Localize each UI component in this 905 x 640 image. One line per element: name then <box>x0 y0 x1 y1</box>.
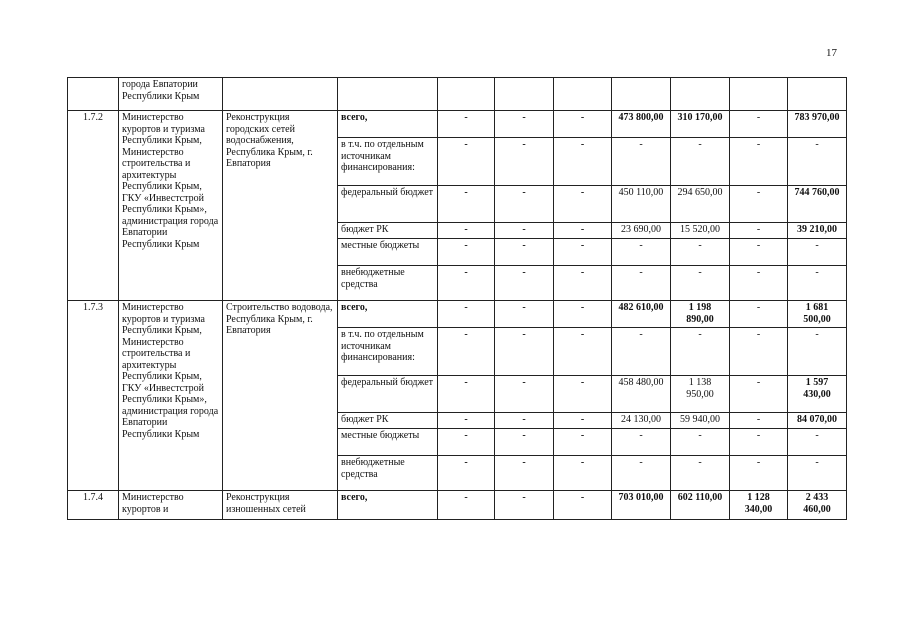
funding-source-cell: в т.ч. по отдельным источникам финансирования: <box>338 328 438 376</box>
amount-cell: - <box>495 138 554 186</box>
executor-cell: Министерство курортов и туризма Республики Крым, Министерство строительства и архитектуры Республики Крым, ГКУ «Инвестстрой Республики Крым», администрация города Евпатории Республики Крым <box>119 301 223 491</box>
amount-cell: - <box>554 429 612 456</box>
amount-cell: 23 690,00 <box>612 223 671 239</box>
table-row <box>68 111 847 138</box>
amount-cell: 1 198 890,00 <box>671 301 730 328</box>
table-row <box>68 301 847 328</box>
amount-cell: 473 800,00 <box>612 111 671 138</box>
amount-cell: 703 010,00 <box>612 491 671 520</box>
funding-source-cell: всего, <box>338 491 438 520</box>
amount-cell: - <box>671 429 730 456</box>
amount-cell: - <box>554 301 612 328</box>
amount-cell: 450 110,00 <box>612 186 671 223</box>
amount-cell: - <box>495 301 554 328</box>
amount-cell: - <box>730 301 788 328</box>
amount-cell: - <box>495 456 554 491</box>
funding-source-cell: местные бюджеты <box>338 239 438 266</box>
row-id-cell: 1.7.2 <box>68 111 119 301</box>
activity-cell: Реконструкция изношенных сетей <box>223 491 338 520</box>
amount-cell: - <box>671 328 730 376</box>
amount-cell: - <box>495 413 554 429</box>
amount-cell: 744 760,00 <box>788 186 847 223</box>
amount-cell: - <box>495 223 554 239</box>
amount-cell: - <box>438 111 495 138</box>
amount-cell: - <box>438 429 495 456</box>
amount-cell: - <box>495 491 554 520</box>
amount-cell: - <box>612 239 671 266</box>
amount-cell: - <box>495 111 554 138</box>
budget-table <box>67 77 847 520</box>
amount-cell <box>612 78 671 111</box>
activity-cell <box>223 78 338 111</box>
amount-cell: 1 138 950,00 <box>671 376 730 413</box>
amount-cell: - <box>788 429 847 456</box>
amount-cell: 84 070,00 <box>788 413 847 429</box>
funding-source-cell <box>338 78 438 111</box>
amount-cell: - <box>788 239 847 266</box>
amount-cell: 1 681 500,00 <box>788 301 847 328</box>
amount-cell: - <box>612 429 671 456</box>
table-body <box>68 78 847 520</box>
amount-cell: - <box>730 138 788 186</box>
funding-source-cell: в т.ч. по отдельным источникам финансирования: <box>338 138 438 186</box>
amount-cell: - <box>554 186 612 223</box>
executor-cell: города Евпатории Республики Крым <box>119 78 223 111</box>
amount-cell: - <box>788 328 847 376</box>
funding-source-cell: всего, <box>338 301 438 328</box>
amount-cell: - <box>554 456 612 491</box>
amount-cell: - <box>612 266 671 301</box>
amount-cell: 294 650,00 <box>671 186 730 223</box>
amount-cell: 310 170,00 <box>671 111 730 138</box>
amount-cell: - <box>554 138 612 186</box>
amount-cell: - <box>730 266 788 301</box>
amount-cell: - <box>554 491 612 520</box>
amount-cell: - <box>730 413 788 429</box>
amount-cell: - <box>495 186 554 223</box>
row-id-cell: 1.7.3 <box>68 301 119 491</box>
amount-cell: - <box>438 456 495 491</box>
amount-cell: - <box>554 111 612 138</box>
funding-source-cell: бюджет РК <box>338 413 438 429</box>
amount-cell: 783 970,00 <box>788 111 847 138</box>
amount-cell: - <box>554 376 612 413</box>
amount-cell: - <box>438 239 495 266</box>
amount-cell: - <box>730 456 788 491</box>
amount-cell: 1 597 430,00 <box>788 376 847 413</box>
activity-cell: Строительство водовода, Республика Крым, г. Евпатория <box>223 301 338 491</box>
amount-cell: - <box>438 376 495 413</box>
funding-source-cell: федеральный бюджет <box>338 186 438 223</box>
amount-cell: - <box>438 266 495 301</box>
amount-cell: 1 128 340,00 <box>730 491 788 520</box>
amount-cell <box>788 78 847 111</box>
funding-source-cell: внебюджетные средства <box>338 266 438 301</box>
amount-cell: - <box>438 328 495 376</box>
amount-cell: - <box>730 186 788 223</box>
table-row <box>68 78 847 111</box>
amount-cell: - <box>612 328 671 376</box>
activity-cell: Реконструкция городских сетей водоснабжения, Республика Крым, г. Евпатория <box>223 111 338 301</box>
amount-cell <box>554 78 612 111</box>
amount-cell <box>671 78 730 111</box>
amount-cell: - <box>438 138 495 186</box>
amount-cell: - <box>730 239 788 266</box>
amount-cell: - <box>438 186 495 223</box>
amount-cell: - <box>495 266 554 301</box>
table-row <box>68 491 847 520</box>
amount-cell <box>495 78 554 111</box>
amount-cell: - <box>554 266 612 301</box>
amount-cell: - <box>612 456 671 491</box>
amount-cell <box>730 78 788 111</box>
amount-cell: - <box>438 491 495 520</box>
page-number: 17 <box>826 47 837 59</box>
amount-cell: - <box>730 376 788 413</box>
amount-cell: - <box>495 429 554 456</box>
amount-cell: - <box>788 266 847 301</box>
amount-cell: - <box>788 456 847 491</box>
amount-cell: - <box>671 239 730 266</box>
amount-cell: - <box>730 111 788 138</box>
amount-cell: - <box>671 266 730 301</box>
executor-cell: Министерство курортов и туризма Республики Крым, Министерство строительства и архитектуры Республики Крым, ГКУ «Инвестстрой Республики Крым», администрация города Евпатории Республики Крым <box>119 111 223 301</box>
amount-cell: - <box>554 413 612 429</box>
amount-cell: - <box>495 239 554 266</box>
amount-cell: 602 110,00 <box>671 491 730 520</box>
amount-cell: - <box>730 223 788 239</box>
amount-cell: 482 610,00 <box>612 301 671 328</box>
amount-cell: - <box>438 413 495 429</box>
amount-cell: - <box>554 239 612 266</box>
amount-cell: - <box>671 456 730 491</box>
amount-cell: 2 433 460,00 <box>788 491 847 520</box>
funding-source-cell: федеральный бюджет <box>338 376 438 413</box>
amount-cell: - <box>554 223 612 239</box>
amount-cell: 39 210,00 <box>788 223 847 239</box>
amount-cell: - <box>495 328 554 376</box>
amount-cell: 59 940,00 <box>671 413 730 429</box>
row-id-cell: 1.7.4 <box>68 491 119 520</box>
funding-source-cell: всего, <box>338 111 438 138</box>
amount-cell: - <box>730 429 788 456</box>
amount-cell: - <box>554 328 612 376</box>
amount-cell: - <box>612 138 671 186</box>
amount-cell: - <box>671 138 730 186</box>
amount-cell <box>438 78 495 111</box>
amount-cell: 24 130,00 <box>612 413 671 429</box>
funding-source-cell: внебюджетные средства <box>338 456 438 491</box>
funding-source-cell: местные бюджеты <box>338 429 438 456</box>
funding-source-cell: бюджет РК <box>338 223 438 239</box>
executor-cell: Министерство курортов и <box>119 491 223 520</box>
amount-cell: - <box>730 328 788 376</box>
amount-cell: - <box>438 223 495 239</box>
amount-cell: - <box>495 376 554 413</box>
amount-cell: 15 520,00 <box>671 223 730 239</box>
row-id-cell <box>68 78 119 111</box>
amount-cell: 458 480,00 <box>612 376 671 413</box>
amount-cell: - <box>788 138 847 186</box>
amount-cell: - <box>438 301 495 328</box>
